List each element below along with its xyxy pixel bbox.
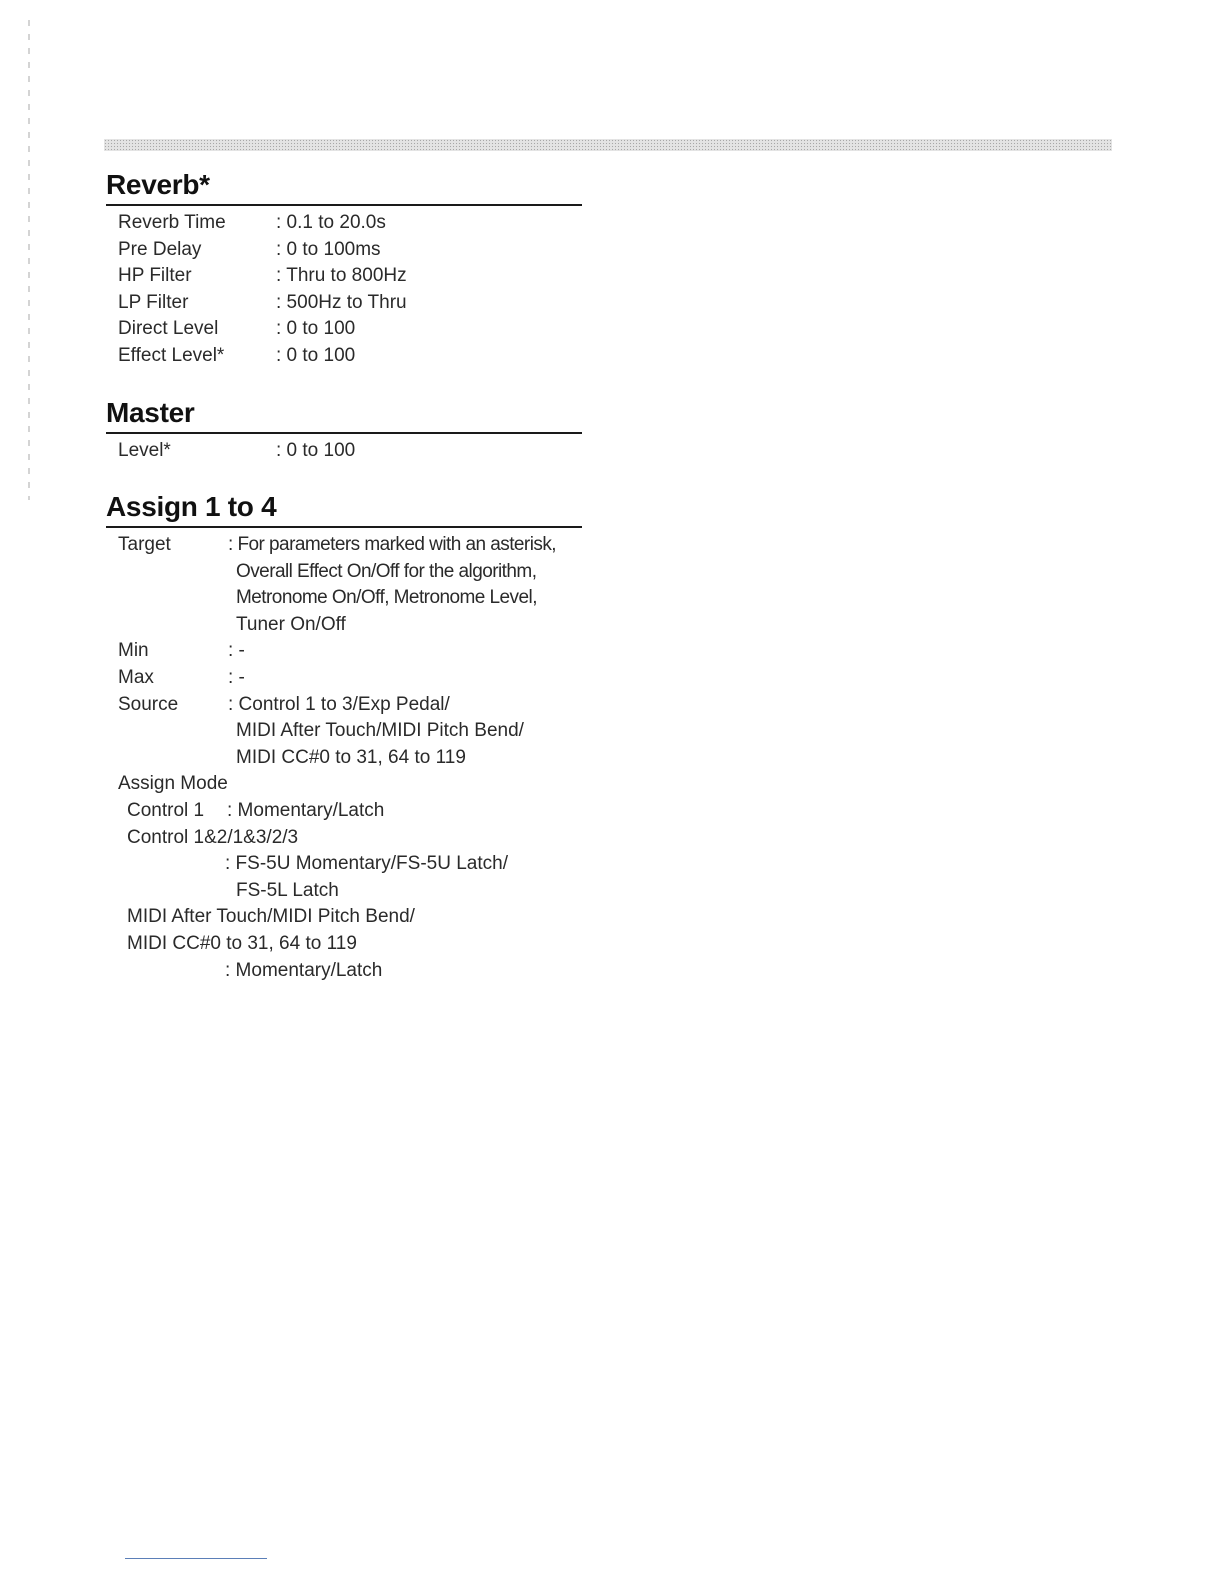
param-row-control1 <box>106 798 582 825</box>
param-label: Control 1&2/1&3/2/3 <box>127 826 299 848</box>
param-value: MIDI After Touch/MIDI Pitch Bend/ <box>236 720 524 742</box>
footer-rule <box>125 1558 267 1559</box>
param-value: : - <box>228 640 245 662</box>
param-row <box>106 316 582 343</box>
param-value: : 0 to 100 <box>276 344 356 366</box>
param-value: : 0 to 100 <box>276 318 356 340</box>
param-label: HP Filter <box>118 265 192 287</box>
param-continuation <box>106 878 582 905</box>
param-label: Assign Mode <box>118 773 228 795</box>
param-value: : FS-5U Momentary/FS-5U Latch/ <box>225 853 508 875</box>
param-row-midi <box>106 904 582 931</box>
param-value: : Momentary/Latch <box>225 959 383 981</box>
assign-section <box>106 490 582 984</box>
param-value: Overall Effect On/Off for the algorithm, <box>236 560 537 582</box>
param-label: Min <box>118 640 149 662</box>
param-continuation <box>106 958 582 985</box>
param-value: Tuner On/Off <box>236 613 346 635</box>
assign-params <box>106 528 582 984</box>
param-label: Max <box>118 666 154 688</box>
param-row <box>106 290 582 317</box>
param-continuation <box>106 612 582 639</box>
param-value: : 500Hz to Thru <box>276 291 407 313</box>
param-value: MIDI CC#0 to 31, 64 to 119 <box>236 746 466 768</box>
param-row-source <box>106 692 582 719</box>
param-value: : For parameters marked with an asterisk, <box>228 534 557 555</box>
param-value: FS-5L Latch <box>236 879 339 901</box>
param-value: : Thru to 800Hz <box>276 265 407 287</box>
param-value: Metronome On/Off, Metronome Level, <box>236 587 537 609</box>
param-label: Control 1 <box>127 799 205 821</box>
assign-title: Assign 1 to 4 <box>106 490 582 528</box>
assign-mode-heading <box>106 771 582 798</box>
param-row <box>106 263 582 290</box>
param-row-target <box>106 532 582 559</box>
param-label: Reverb Time <box>118 212 226 233</box>
param-label: MIDI CC#0 to 31, 64 to 119 <box>127 932 357 954</box>
param-label: Effect Level* <box>118 344 225 366</box>
param-value: : - <box>228 666 245 688</box>
param-label: Direct Level <box>118 318 219 340</box>
param-row <box>106 438 582 465</box>
param-continuation <box>106 718 582 745</box>
param-continuation <box>106 745 582 772</box>
param-row-control-multi <box>106 825 582 852</box>
param-value: : Control 1 to 3/Exp Pedal/ <box>228 693 450 715</box>
param-row-max <box>106 665 582 692</box>
param-label: Target <box>118 534 171 555</box>
param-label: Source <box>118 693 179 715</box>
reverb-section <box>106 168 582 370</box>
param-row <box>106 343 582 370</box>
scan-edge-artifact <box>28 20 30 500</box>
param-continuation <box>106 931 582 958</box>
param-continuation <box>106 585 582 612</box>
param-label: LP Filter <box>118 291 189 313</box>
param-row <box>106 237 582 264</box>
master-title: Master <box>106 396 582 434</box>
param-continuation <box>106 851 582 878</box>
param-value: : 0 to 100 <box>276 440 356 461</box>
param-row-min <box>106 638 582 665</box>
param-value: : 0 to 100ms <box>276 238 381 260</box>
param-label: MIDI After Touch/MIDI Pitch Bend/ <box>127 906 415 928</box>
reverb-title: Reverb* <box>106 168 582 206</box>
header-band <box>104 139 1112 151</box>
param-continuation <box>106 559 582 586</box>
param-value: : Momentary/Latch <box>227 799 385 821</box>
param-row <box>106 210 582 237</box>
param-label: Pre Delay <box>118 238 202 260</box>
reverb-params <box>106 206 582 370</box>
master-params <box>106 434 582 465</box>
master-section <box>106 396 582 465</box>
param-value: : 0.1 to 20.0s <box>276 212 386 233</box>
param-label: Level* <box>118 440 171 461</box>
